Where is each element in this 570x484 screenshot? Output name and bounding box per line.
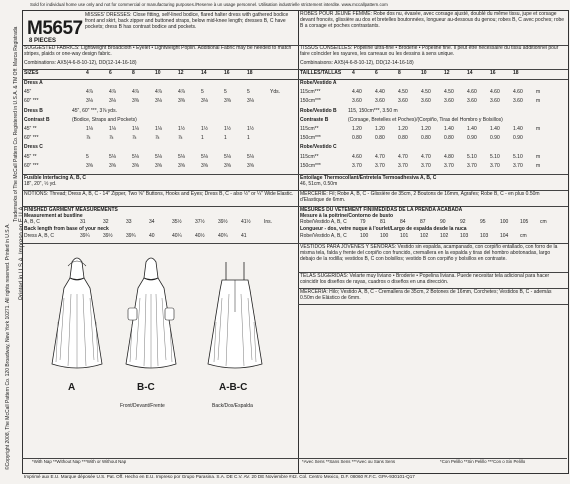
back-length-cell: 39¼ (80, 233, 90, 239)
table-cell: 5 (201, 89, 204, 96)
view-label-bc: B-C (137, 382, 155, 393)
side-text-printed: Printed in U.S.A. Impreso en E.U.A. (19, 204, 25, 300)
table-cell: 3⅜ (224, 98, 231, 105)
table-cell: 3.70 (467, 162, 477, 169)
taille-header: 14 (467, 70, 473, 76)
table-width: 45" ** (24, 126, 37, 132)
table-cell: 4.50 (421, 89, 431, 96)
table-cell: 1⅛ (155, 126, 162, 132)
table-heading: Dress C (24, 144, 43, 151)
bust-cell: Ins. (264, 219, 273, 225)
table-cell: 0.90 (467, 135, 477, 142)
nap-legend-spanish: *Con Pelillo **Sin Pelillo ***Con o Sin Pelillo (440, 459, 526, 464)
table-cell: 3.60 (490, 98, 500, 105)
table-note: 45", 60" ***, 3⅞ yds. (72, 107, 117, 114)
misses-dresses-text: MISSES' DRESSES: Close fitting, self-lined bodice, flared halter dress with gathered bodice front and skirt, back zipper and buttoned straps, below mid-knee length; dresses B, C have pockets; dress B has contrast bodice and pockets. (85, 12, 289, 30)
bust-cell: 37½ (195, 219, 205, 225)
table-cell: 3.60 (513, 98, 523, 105)
table-cell: 3⅛ (201, 98, 208, 105)
rule-r10 (298, 304, 568, 305)
table-cell: 1.20 (375, 126, 385, 132)
tissus (300, 46, 565, 58)
table-cell: 5 (224, 89, 227, 96)
bust-cell: 34 (149, 219, 155, 225)
table-cell: 4.60 (352, 153, 362, 160)
bust-cell: 39½ (218, 219, 228, 225)
sketch-view-a (44, 252, 110, 382)
back-length-cell: 41 (241, 233, 247, 239)
bust-cell: 35½ (172, 219, 182, 225)
misses-dresses (85, 13, 295, 30)
poitrine-cell: 100 (500, 219, 509, 225)
table-cell: 1.20 (352, 126, 362, 132)
table-cell: 0.80 (398, 135, 408, 142)
table-width: 115cm** (300, 153, 319, 160)
size-header: 4 (86, 70, 89, 76)
table-unit: m (536, 98, 541, 105)
longueur-cell: 102 (440, 233, 449, 239)
table-cell: 3⅝ (155, 162, 162, 169)
table-unit: Yds. (270, 89, 281, 96)
poitrine-cell: 84 (400, 219, 406, 225)
mesures-title: MESURES DU VETEMENT FINI/MEDIDAS DE LA PRENDA ACABADA (300, 207, 463, 213)
table-cell: ⅞ (86, 135, 91, 142)
table-cell: 1⅛ (109, 126, 116, 132)
table-cell: 3⅛ (86, 98, 93, 105)
table-cell: 3⅝ (178, 162, 185, 169)
poitrine-cell: Robe/Vestido A, B, C (300, 219, 347, 225)
size-header: 16 (224, 70, 230, 76)
sketch-view-bc (118, 252, 184, 382)
table-width: 150cm*** (300, 135, 321, 142)
table-cell: 1.40 (444, 126, 454, 132)
taille-header: 4 (352, 70, 355, 76)
table-heading: Dress A (24, 80, 43, 86)
table-cell: 1.40 (513, 126, 523, 132)
table-heading: Dress B (24, 107, 43, 114)
table-heading: Robe/Vestido A (300, 80, 337, 86)
table-cell: 3.70 (398, 162, 408, 169)
table-cell: 5⅛ (247, 153, 254, 160)
longueur-cell: Robe/Vestido A, B, C (300, 233, 347, 239)
bust-cell: 41½ (241, 219, 251, 225)
table-cell: 3.60 (467, 98, 477, 105)
fusible-sizes: 18", 20", ½ yd. (24, 181, 57, 187)
mesure-poitrine: Mesure à la poitrine/Contorno de busto (300, 213, 394, 219)
entoilage-sizes: 46, 51cm, 0.50m (300, 181, 338, 187)
longueur-cell: 103 (460, 233, 469, 239)
table-cell: 5.10 (490, 153, 500, 160)
caption-back: Back/Dos/Espalda (212, 403, 253, 409)
longueur-cell: 100 (360, 233, 369, 239)
poitrine-cell: 81 (380, 219, 386, 225)
table-cell: 4⅞ (178, 89, 185, 96)
table-cell: 5⅛ (224, 153, 231, 160)
table-cell: 5.10 (513, 153, 523, 160)
table-cell: 4.70 (375, 153, 385, 160)
table-cell: 1⅛ (132, 126, 139, 132)
table-cell: 3⅝ (224, 162, 231, 169)
bust-cell: 33 (126, 219, 132, 225)
taille-header: 10 (421, 70, 427, 76)
table-cell: ⅞ (155, 135, 160, 142)
side-text-copyright: ©Copyright 2008, The McCall Pattern Co. 120 Broadway, New York 10271. All rights reserved. Printed in U.S.A. (5, 223, 11, 470)
table-cell: ⅞ (178, 135, 183, 142)
table-cell: 4⅞ (132, 89, 139, 96)
table-heading: Robe/Vestido C (300, 144, 337, 151)
table-cell: 1½ (201, 126, 208, 132)
table-cell: 3.70 (490, 162, 500, 169)
table-cell: 3.70 (421, 162, 431, 169)
back-length-cell: 40¼ (172, 233, 182, 239)
table-width: 150cm*** (300, 162, 321, 169)
table-width: 115cm*** (300, 89, 321, 96)
sketch-view-back (202, 252, 268, 382)
nap-legend-english: *With Nap **Without Nap ***With or Without Nap (32, 459, 127, 464)
table-cell: 3⅝ (132, 162, 139, 169)
table-cell: 1⅛ (86, 126, 93, 132)
table-width: 115cm** (300, 126, 319, 132)
table-cell: 1.20 (421, 126, 431, 132)
bust-label: Measurement at bustline (24, 213, 83, 219)
table-cell: 4.50 (444, 89, 454, 96)
merceria (300, 290, 565, 302)
table-cell: 4.60 (467, 89, 477, 96)
robes-text: ROBES POUR JEUNE FEMME: Robe dos nu, évasée, avec corsage ajusté, doublé du même tissu, jupe et corsage devant froncés, glissière au dos et bretelles boutonnées, longueur au-dessous du genou; robes B, C avec poches; robe B a corsage et poches contrastants. (300, 11, 565, 29)
table-cell: 1.40 (490, 126, 500, 132)
table-cell: 5⅛ (109, 153, 116, 160)
table-cell: 3⅜ (178, 98, 185, 105)
back-length-cell: Dress A, B, C (24, 233, 55, 239)
view-label-abc: A-B-C (219, 382, 248, 393)
rule-r3 (298, 79, 568, 80)
table-cell: 1.20 (398, 126, 408, 132)
table-note: (Corsage, Bretelles et Poches)/(Corpiño, Tiras del Hombro y Bolsillos) (348, 116, 503, 123)
back-length-cell: 39¾ (126, 233, 136, 239)
table-cell: 3⅝ (247, 162, 254, 169)
table-cell: 3⅛ (109, 98, 116, 105)
robes-description (300, 12, 565, 29)
longueur-cell: 101 (400, 233, 409, 239)
back-length-cell: 40 (149, 233, 155, 239)
table-cell: 5 (86, 153, 89, 160)
taille-header: 6 (375, 70, 378, 76)
table-heading: Contrast B (24, 116, 50, 123)
longueur-label: Longueur - dos, vetre nuque à l'ourlet/Largo de espalda desde la nuca (300, 226, 467, 232)
vestidos (300, 245, 565, 262)
merceria-text: MERCERIA: Hilo; Vestido A, B, C - Cremallera de 35cm, 2 Botones de 16mm, Corchetes; Vestidos B, C - además 0.50m de Elástico de 6mm. (300, 289, 552, 301)
suggested-fabrics-text: SUGGESTED FABRICS: Lightweight Broadcloth • Eyelet • Lightweight Poplin. Additional Fabric may be needed to match stripes, plaids or one-way design fabric. (24, 45, 292, 57)
longueur-cell: 103 (480, 233, 489, 239)
longueur-cell: 102 (420, 233, 429, 239)
nap-legend-french: *Avec Sens **Sans Sens ***Avec ou Sans Sens (302, 459, 396, 464)
poitrine-cell: 90 (440, 219, 446, 225)
table-width: 60" *** (24, 98, 39, 105)
table-cell: 4⅞ (109, 89, 116, 96)
table-cell: 1 (201, 135, 204, 142)
back-length-cell: 40¾ (218, 233, 228, 239)
pattern-pieces: 8 PIECES (29, 38, 57, 44)
taille-header: 8 (398, 70, 401, 76)
footer: Imprimé aux E.U. Marque déposée U.S. Pat. Off. Hecho en E.U. Impreso por Grupo Parasina. S.A. DE C.V. AV. 20 DE Noviembre #42. Col. Centro Mexico, D.F. 08060 R.F.C. GPA-930101-Q17 (24, 474, 415, 479)
finished-title: FINISHED GARMENT MEASUREMENTS (24, 207, 118, 213)
telas (300, 274, 565, 286)
table-cell: 4.60 (490, 89, 500, 96)
table-cell: 3.60 (352, 98, 362, 105)
table-width: 45" ** (24, 153, 37, 160)
table-cell: 3.60 (444, 98, 454, 105)
taille-header: 16 (490, 70, 496, 76)
table-cell: 1 (224, 135, 227, 142)
table-cell: 3⅝ (86, 162, 93, 169)
poitrine-cell: 95 (480, 219, 486, 225)
table-cell: 1 (247, 135, 250, 142)
table-unit: m (536, 89, 541, 96)
poitrine-cell: 87 (420, 219, 426, 225)
side-text-trademark: Trademarks of The McCall Pattern Co. Registered in U.S.A. & TM Off. Marca Registrada (13, 26, 19, 222)
table-cell: 3.70 (444, 162, 454, 169)
size-header: 6 (109, 70, 112, 76)
notions-text: NOTIONS: Thread; Dress A, B, C - 14" Zipper, Two ⅝" Buttons, Hooks and Eyes; Dress B, C - also ½" or ¼" Wide Elastic. (24, 191, 294, 197)
poitrine-cell: 79 (360, 219, 366, 225)
back-length-cell: 40½ (195, 233, 205, 239)
table-cell: 3.70 (352, 162, 362, 169)
table-note: (Bodice, Straps and Pockets) (72, 116, 137, 123)
table-cell: 5⅛ (201, 153, 208, 160)
longueur-cell: 100 (380, 233, 389, 239)
mercerie (300, 192, 565, 204)
table-unit: m (536, 162, 541, 169)
tissus-text: TISSUS CONSEILLES: Popeline ultra-fine • Broderie • Popeline fine. Il peut être nécessaire du tissu additionnel pour faire coïncider les rayures, les carreaux ou les dessins à sens unique. (300, 45, 559, 57)
table-cell: 1.40 (467, 126, 477, 132)
back-length-label: Back length from base of your neck (24, 226, 109, 232)
table-cell: ⅞ (132, 135, 137, 142)
table-heading: Robe/Vestido B (300, 107, 337, 114)
bust-cell: A, B, C (24, 219, 40, 225)
table-width: 45" (24, 89, 32, 96)
poitrine-cell: 105 (520, 219, 529, 225)
table-cell: 3⅜ (132, 98, 139, 105)
mercerie-text: MERCERIE: Fil; Robe A, B, C - Glissière de 35cm, 2 Boutons de 16mm, Agrafes; Robe B, C - en plus 0.50m d'Elastique de 6mm. (300, 191, 540, 203)
tailles-label: TAILLES/TALLAS (300, 70, 342, 76)
fusible-label: Fusible Interfacing A, B, C (24, 175, 87, 181)
table-width: 150cm*** (300, 98, 321, 105)
table-cell: 4.50 (398, 89, 408, 96)
table-cell: ⅞ (109, 135, 114, 142)
table-cell: 3.70 (375, 162, 385, 169)
rule-3 (22, 79, 298, 80)
back-length-cell: 39½ (103, 233, 113, 239)
table-cell: 3.60 (375, 98, 385, 105)
size-header: 14 (201, 70, 207, 76)
view-label-a: A (68, 382, 76, 393)
table-cell: 1½ (247, 126, 254, 132)
table-cell: 4⅞ (86, 89, 93, 96)
table-unit: m (536, 126, 541, 132)
pattern-number: M5657 (27, 18, 83, 39)
table-cell: 4.70 (421, 153, 431, 160)
telas-text: TELAS SUGERIDAS: Velarte muy liviano • Broderie • Popelina liviana. Puede necesitar tela adicional para hacer coincidir los diseños de rayas, cuadros o diseños en una dirección. (300, 273, 550, 285)
sizes-label: SIZES (24, 70, 39, 76)
size-header: 8 (132, 70, 135, 76)
longueur-cell: cm (520, 233, 527, 239)
table-cell: 4.40 (375, 89, 385, 96)
table-note: 115, 150cm***, 3.50 m (348, 107, 398, 114)
table-cell: 4.80 (444, 153, 454, 160)
table-cell: 1½ (224, 126, 231, 132)
combinaisons: Combinaisons: AX5(4-6-8-10-12), DD(12-14-16-18) (300, 60, 414, 66)
table-cell: 3.60 (421, 98, 431, 105)
size-header: 12 (178, 70, 184, 76)
vestidos-text: VESTIDOS PARA JOVENES Y SEÑORAS: Vestido sin espalda, acampanado, con corpiño entallado, con forro de la misma tela, falda y frente del corpiño con fruncido, cremallera en la espalda y tiras del hombro abotonadas, largo debajo de la rodilla; vestidos B, C con bolsillos; vestido B con corpiño y bolsillos en contraste. (300, 244, 558, 262)
taille-header: 18 (513, 70, 519, 76)
table-cell: 0.80 (352, 135, 362, 142)
table-heading: Contraste B (300, 116, 329, 123)
table-cell: 0.90 (513, 135, 523, 142)
table-cell: 0.80 (444, 135, 454, 142)
table-cell: 4.60 (513, 89, 523, 96)
notions (24, 192, 296, 198)
bust-cell: 32 (103, 219, 109, 225)
table-cell: 3.70 (513, 162, 523, 169)
table-cell: 3.60 (398, 98, 408, 105)
table-cell: 4.40 (352, 89, 362, 96)
table-cell: 4.70 (398, 153, 408, 160)
combinations: Combinations: AX5(4-6-8-10-12), DD(12-14-16-18) (24, 60, 137, 66)
table-cell: 0.80 (375, 135, 385, 142)
table-cell: 5⅛ (178, 153, 185, 160)
longueur-cell: 104 (500, 233, 509, 239)
poitrine-cell: cm (540, 219, 547, 225)
poitrine-cell: 92 (460, 219, 466, 225)
rule-7 (22, 243, 298, 244)
table-cell: 0.80 (421, 135, 431, 142)
table-unit: m (536, 153, 541, 160)
table-cell: 4⅞ (155, 89, 162, 96)
table-cell: 1½ (178, 126, 185, 132)
bust-cell: 31 (80, 219, 86, 225)
table-cell: 3⅝ (109, 162, 116, 169)
table-width: 60" *** (24, 135, 39, 142)
taille-header: 12 (444, 70, 450, 76)
table-cell: 3⅛ (155, 98, 162, 105)
table-cell: 0.90 (490, 135, 500, 142)
table-cell: 5.10 (467, 153, 477, 160)
caption-front: Front/Devant/Frente (120, 403, 165, 409)
table-cell: 3⅝ (201, 162, 208, 169)
suggested-fabrics (24, 46, 294, 58)
table-cell: 5 (247, 89, 250, 96)
table-width: 60" *** (24, 162, 39, 169)
table-cell: 3⅛ (247, 98, 254, 105)
entoilage-label: Entoilage Thermocollant/Entretela Termoadhesiva A, B, C (300, 175, 437, 181)
size-header: 10 (155, 70, 161, 76)
top-notice: Sold for individual home use only and not for commercial or manufacturing purposes./Reserve à un usage personnel. Utilisation industrielle strictement interdite. www.mccallpattern.com (30, 2, 388, 7)
size-header: 18 (247, 70, 253, 76)
table-cell: 5⅛ (132, 153, 139, 160)
table-cell: 5⅛ (155, 153, 162, 160)
